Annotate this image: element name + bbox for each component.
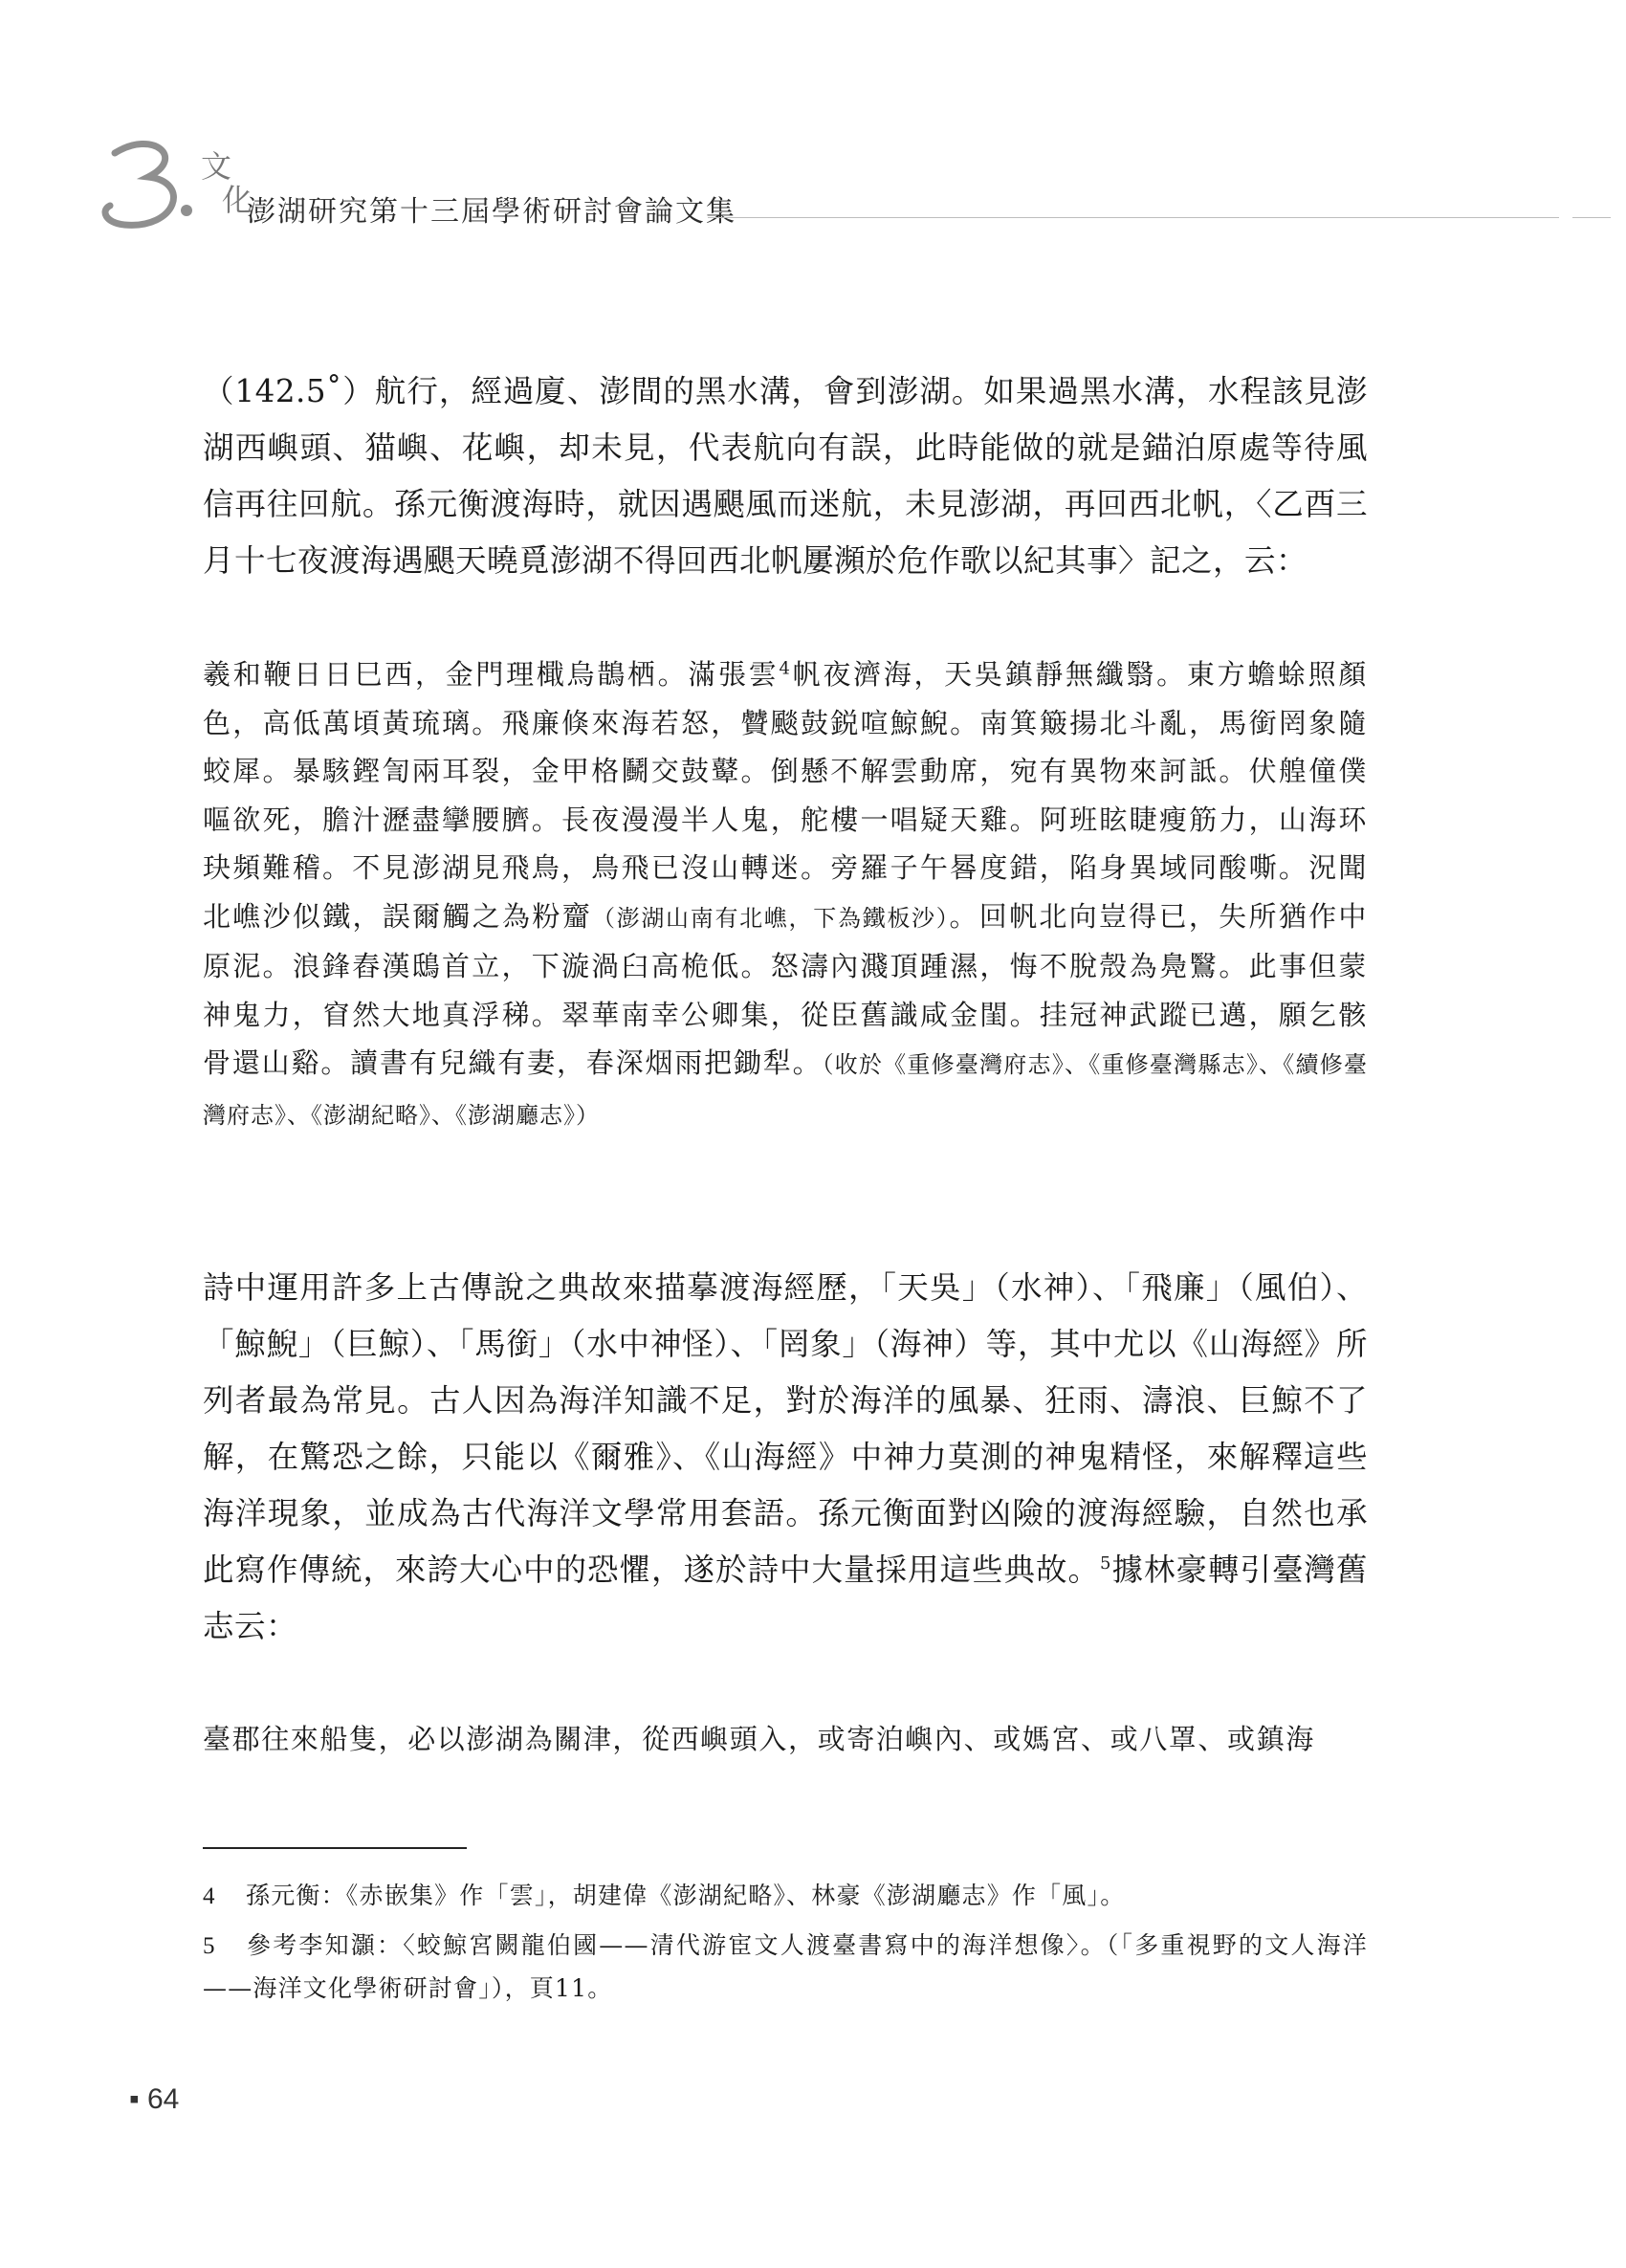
body-paragraph-2-tail: 據林豪轉引臺灣舊志云： (203, 1552, 1368, 1644)
logo-text-hua: 化 (222, 182, 253, 218)
poem-source: （收於《重修臺灣府志》、《重修臺灣縣志》、《續修臺灣府志》、《澎湖紀略》、《澎湖廳志》） (203, 1051, 1368, 1129)
footnote-number: 4 (203, 1883, 216, 1909)
header-rule (708, 217, 1559, 218)
footnote-text: 孫元衡：《赤嵌集》作「雲」，胡建偉《澎湖紀略》、林豪《澎湖廳志》作「風」。 (246, 1882, 1126, 1909)
logo-text-wen: 文 (201, 148, 232, 185)
footnote-ref-4[interactable]: 4 (779, 658, 792, 679)
body-paragraph-2-text: 詩中運用許多上古傳說之典故來描摹渡海經歷，「天吳」（水神）、「飛廉」（風伯）、「鯨鯢」（巨鯨）、「馬銜」（水中神怪）、「罔象」（海神）等，其中尤以《山海經》所列者最為常見。古人因為海洋知識不足，對於海洋的風暴、狂雨、濤浪、巨鯨不了解，在驚恐之餘，只能以《爾雅》、《山海經》中神力莫測的神鬼精怪，來解釋這些海洋現象，並成為古代海洋文學常用套語。孫元衡面對凶險的渡海經驗，自然也承此寫作傳統，來誇大心中的恐懼，遂於詩中大量採用這些典故。 (203, 1269, 1368, 1588)
body-paragraph-1: （142.5˚）航行，經過廈、澎間的黑水溝，會到澎湖。如果過黑水溝，水程該見澎湖西嶼頭、猫嶼、花嶼，却未見，代表航向有誤，此時能做的就是錨泊原處等待風信再往回航。孫元衡渡海時，就因遇颶風而迷航，未見澎湖，再回西北帆，〈乙酉三月十七夜渡海遇颶天曉覓澎湖不得回西北帆屢瀕於危作歌以紀其事〉記之，云： (203, 373, 1368, 579)
series-title: 澎湖研究第十三屆學術研討會論文集 (247, 195, 736, 229)
footnote-number: 5 (203, 1933, 216, 1959)
poem-text-part-2: 帆夜濟海，天吳鎮靜無纖翳。東方蟾蜍照顏色，高低萬頃黃琉璃。飛廉倏來海若怒，贙颷鼓鋭喧鯨鯢。南箕簸揚北斗亂，馬銜罔象隨蛟犀。暴駭鏗訇兩耳裂，金甲格鬭交鼓鼙。倒懸不解雲動席，宛有異物來訶詆。伏艎僮僕嘔欲死，膽汁瀝盡攣腰臍。長夜漫漫半人鬼，舵樓一唱疑天雞。阿班眩睫瘦筋力，山海环玦頻難稽。不見澎湖見飛鳥，鳥飛已沒山轉迷。旁羅子午晷度錯，陷身異域同酸嘶。況聞北嶕沙似鐵，誤爾觸之為粉齏 (203, 658, 1368, 933)
poem-quotation (203, 650, 1368, 1139)
poem-text-part-3: 。回帆北向豈得已，失所猶作中原泥。浪鋒舂漢鴟首立，下漩渦臼高桅低。怒濤內濺頂踵濕，悔不脫殼為鳧鷖。此事但蒙神鬼力，窅然大地真浮稊。翠華南幸公卿集，從臣舊識咸金閨。挂冠神武蹤已邁，願乞骸骨還山谿。讀書有兒織有妻，春深烟雨把鋤犁。 (203, 899, 1368, 1079)
page-header (0, 0, 1626, 249)
footnote-4 (203, 1875, 1368, 1918)
poem-text-part-1: 羲和鞭日日巳西，金門理檝烏鵲栖。滿張雲 (203, 658, 780, 691)
page-number: ▪ 64 (129, 2083, 180, 2115)
gazetteer-quotation: 臺郡往來船隻，必以澎湖為關津，從西嶼頭入，或寄泊嶼內、或媽宮、或八罩、或鎮海 (203, 1723, 1315, 1755)
body-paragraph-2 (203, 1260, 1368, 1655)
footnote-separator (203, 1847, 467, 1849)
footnote-5 (203, 1925, 1368, 2010)
footnote-text: 參考李知灝：〈蛟鯨宮闕龍伯國——清代游宦文人渡臺書寫中的海洋想像〉。（「多重視野的文人海洋——海洋文化學術研討會」），頁11。 (203, 1931, 1368, 2002)
page-number-value: 64 (146, 2083, 180, 2115)
footnote-ref-5[interactable]: 5 (1100, 1553, 1111, 1574)
header-rule-tail (1572, 217, 1611, 218)
poem-inline-note: （澎湖山南有北嶕，下為鐵板沙） (591, 904, 950, 932)
